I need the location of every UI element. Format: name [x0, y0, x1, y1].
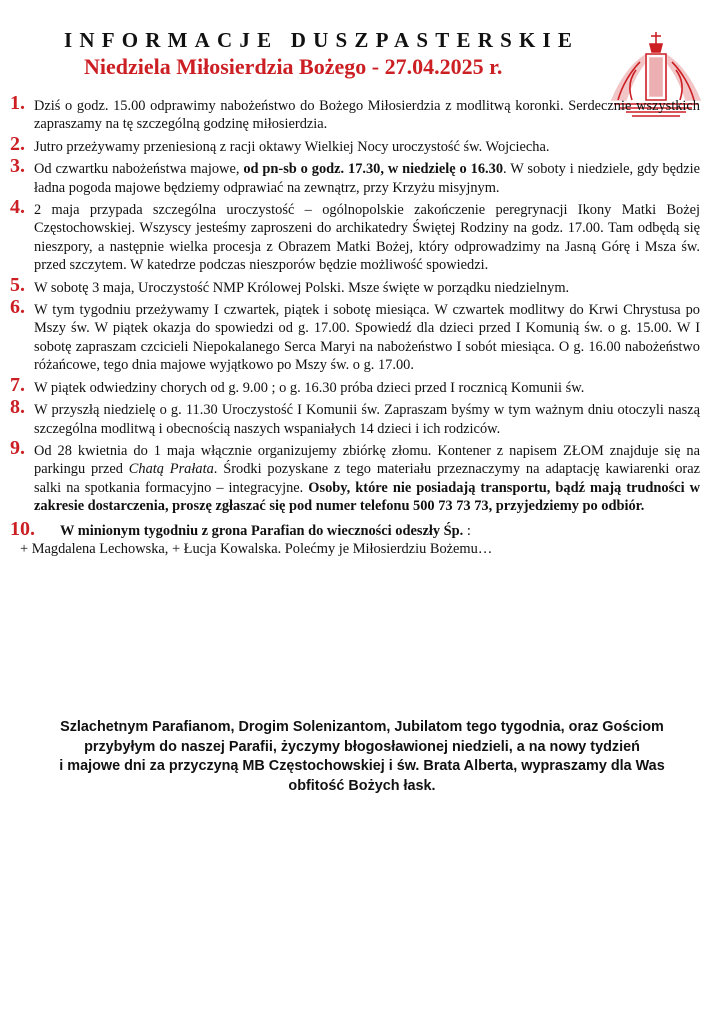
item-text: + Magdalena Lechowska, + Łucja Kowalska. Polećmy je Miłosierdziu Bożemu… [20, 540, 493, 557]
list-item [10, 273, 700, 297]
closing-line: i majowe dni za przyczyną MB Częstochowskiej i św. Brata Alberta, wypraszamy dla Was [59, 758, 665, 774]
page-subtitle: Niedziela Miłosierdzia Bożego - 27.04.2025 r. [84, 54, 503, 79]
list-item [10, 155, 700, 197]
list-item [10, 132, 700, 156]
list-item [10, 296, 700, 375]
item-text-bold: W minionym tygodniu z grona Parafian do wieczności odeszły Śp. [60, 522, 464, 539]
item-text: W tym tygodniu przeżywamy I czwartek, piątek i sobotę miesiąca. W czwartek modlitwy do Krwi Chrystusa po Mszy św. W piątek okazja do spowiedzi od g. 17.00. Spowiedź dla dzieci przed I Komunią św. o g. 15.00. W I sobotę zapraszam czcicieli Niepokalanego Serca Maryi na nabożeństwo I sobót miesiąca. O g. 16.00 nabożeństwo różańcowe, tego dnia majowe wyjątkowo po Mszy św. o g. 17.00. [34, 302, 700, 374]
closing-line: obfitość Bożych łask. [288, 777, 436, 794]
page-title: INFORMACJE DUSZPASTERSKIE [64, 28, 580, 52]
list-item [10, 436, 700, 516]
list-item [10, 92, 700, 134]
closing-line: przybyłym do naszej Parafii, życzymy błogosławionej niedzieli, a na nowy tydzień [84, 738, 640, 755]
item-text-italic: Chatą Prałata [128, 461, 214, 478]
item-number: 8. [10, 396, 25, 419]
announcements-list [10, 92, 700, 562]
item-number: 6. [10, 296, 25, 319]
item-text-bold: od pn-sb o godz. 17.30, w niedzielę o 16.30 [243, 161, 504, 178]
item-number: 1. [10, 92, 25, 114]
closing-blessing [38, 718, 686, 796]
item-number: 10. [10, 517, 35, 540]
item-text: . Środki pozyskane z tego materiału przeznaczymy na adaptację kawiarenki oraz salki na spotkania formacyjno – integracyjne. [34, 461, 700, 496]
list-item [10, 396, 700, 438]
item-text: Jutro przeżywamy przeniesioną z racji oktawy Wielkiej Nocy uroczystość św. Wojciecha. [34, 138, 550, 155]
item-text: W przyszłą niedzielę o g. 11.30 Uroczystość I Komunii św. Zapraszam byśmy w tym ważnym dniu otoczyli naszą szczególna modlitwą i obecnością naszych wspaniałych 14 dzieci i ich rodziców. [34, 402, 700, 437]
item-text: : [463, 522, 471, 539]
closing-line: Szlachetnym Parafianom, Drogim Solenizantom, Jubilatom tego tygodnia, oraz Gościom [60, 719, 664, 735]
item-number: 3. [10, 155, 25, 178]
item-text: 2 maja przypada szczególna uroczystość – ogólnopolskie zakończenie peregrynacji Ikony Matki Bożej Częstochowskiej. Wszyscy jesteśmy zaproszeni do archikatedry Świętej Rodziny na godz. 17.00. Tam odbędą się nieszpory, a następnie wielka procesja z Obrazem Matki Bożej, który odprowadzimy na Jasną Górę i Msza św. przed szczytem. W katedrze podczas nieszporów będzie możliwość spowiedzi. [34, 202, 700, 274]
item-text: Od 28 kwietnia do 1 maja włącznie organizujemy zbiórkę złomu. Kontener z napisem ZŁOM znajduje się na parkingu przed [34, 442, 700, 478]
item-text: W piątek odwiedziny chorych od g. 9.00 ; o g. 16.30 próba dzieci przed I rocznicą Komunii św. [34, 379, 585, 396]
item-number: 5. [10, 273, 25, 296]
item-text: . W soboty i niedziele, gdy będzie ładna pogoda majowe będziemy odprawiać na zewnątrz, przy Krzyżu misyjnym. [34, 161, 700, 196]
item-text-bold: Osoby, które nie posiadają transportu, bądź mają trudności w zakresie dostarczenia, proszę zgłaszać się pod numer telefonu 500 73 73 73, przyjedziemy po odbiór. [34, 479, 700, 515]
list-item [10, 517, 700, 559]
item-number: 4. [10, 196, 25, 219]
item-number: 7. [10, 373, 25, 396]
item-text: Od czwartku nabożeństwa majowe, [34, 161, 244, 178]
list-item [10, 373, 700, 397]
list-item [10, 196, 700, 275]
item-text: Dziś o godz. 15.00 odprawimy nabożeństwo do Bożego Miłosierdzia z modlitwą koronki. Serdecznie wszystkich zapraszamy na tę szczególną godzinę miłosierdzia. [34, 98, 700, 133]
item-number: 2. [10, 132, 25, 155]
item-text: W sobotę 3 maja, Uroczystość NMP Królowej Polski. Msze święte w porządku niedzielnym. [34, 279, 570, 296]
item-number: 9. [10, 436, 25, 459]
